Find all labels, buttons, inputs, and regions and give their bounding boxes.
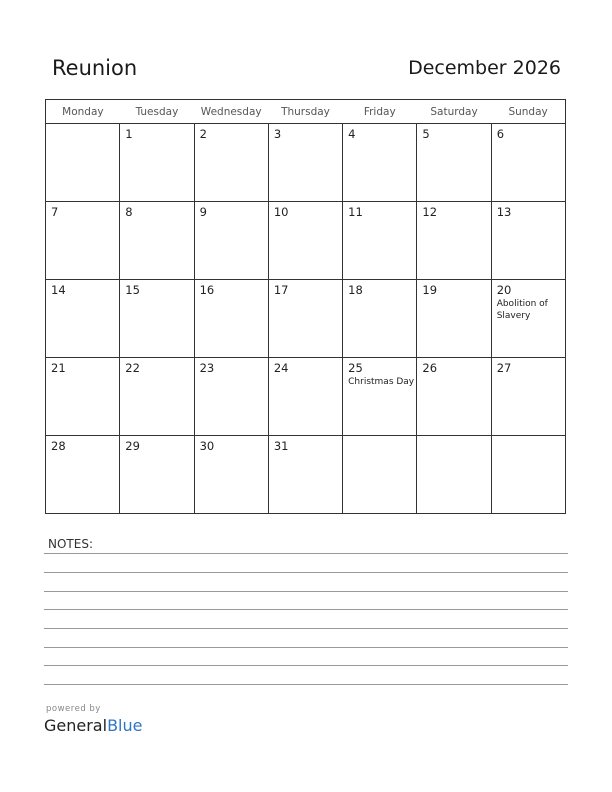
day-number: 8 bbox=[125, 205, 133, 219]
holiday-label: Abolition of Slavery bbox=[496, 299, 548, 321]
day-cell bbox=[194, 280, 268, 358]
day-number: 25 bbox=[348, 361, 363, 375]
day-cell bbox=[268, 358, 342, 436]
day-number: 19 bbox=[422, 283, 438, 297]
note-line bbox=[44, 647, 568, 648]
day-number: 2 bbox=[199, 127, 207, 141]
note-line bbox=[44, 572, 568, 573]
day-number: 15 bbox=[125, 283, 140, 297]
week-row bbox=[46, 358, 566, 436]
weekday-friday: Friday bbox=[343, 100, 417, 124]
day-number: 7 bbox=[51, 205, 59, 219]
day-number: 29 bbox=[125, 439, 140, 453]
day-cell bbox=[194, 124, 268, 202]
week-row bbox=[46, 436, 566, 514]
day-number bbox=[46, 124, 119, 127]
day-number: 13 bbox=[496, 205, 512, 219]
notes-label: NOTES: bbox=[48, 537, 93, 551]
day-number: 5 bbox=[422, 127, 430, 141]
day-number: 12 bbox=[422, 205, 438, 219]
day-cell bbox=[491, 124, 565, 202]
week-row bbox=[46, 202, 566, 280]
day-cell bbox=[343, 202, 417, 280]
weekday-wednesday: Wednesday bbox=[194, 100, 268, 124]
day-cell bbox=[120, 436, 194, 514]
day-cell bbox=[46, 280, 120, 358]
region-title: Reunion bbox=[52, 56, 138, 80]
day-cell bbox=[417, 202, 491, 280]
brand-general: General bbox=[44, 716, 108, 735]
day-cell bbox=[268, 436, 342, 514]
day-number: 30 bbox=[199, 439, 215, 453]
day-cell bbox=[417, 280, 491, 358]
day-number: 28 bbox=[51, 439, 66, 453]
brand-blue: Blue bbox=[107, 716, 143, 735]
day-number: 10 bbox=[273, 205, 289, 219]
day-cell bbox=[343, 280, 417, 358]
day-number bbox=[417, 436, 490, 439]
day-number: 18 bbox=[348, 283, 363, 297]
day-cell bbox=[46, 358, 120, 436]
day-cell bbox=[194, 436, 268, 514]
day-cell bbox=[491, 280, 565, 358]
calendar-grid bbox=[45, 99, 566, 514]
day-cell bbox=[343, 124, 417, 202]
day-cell bbox=[268, 202, 342, 280]
day-cell bbox=[417, 358, 491, 436]
weekday-header-row bbox=[46, 100, 566, 124]
holiday-label: Christmas Day bbox=[348, 377, 415, 387]
day-number: 17 bbox=[273, 283, 289, 297]
day-cell bbox=[120, 124, 194, 202]
day-cell bbox=[46, 124, 120, 202]
weekday-monday: Monday bbox=[46, 100, 120, 124]
day-number: 16 bbox=[199, 283, 215, 297]
day-number bbox=[343, 436, 416, 439]
day-number: 4 bbox=[348, 127, 356, 141]
note-line bbox=[44, 591, 568, 592]
day-number: 20 bbox=[496, 283, 512, 297]
day-cell bbox=[343, 436, 417, 514]
day-number: 21 bbox=[51, 361, 66, 375]
week-row bbox=[46, 124, 566, 202]
day-cell bbox=[491, 358, 565, 436]
day-cell bbox=[194, 358, 268, 436]
day-number: 23 bbox=[199, 361, 215, 375]
day-number: 1 bbox=[125, 127, 133, 141]
day-number: 27 bbox=[496, 361, 512, 375]
note-line bbox=[44, 684, 568, 685]
day-cell bbox=[268, 280, 342, 358]
day-number: 6 bbox=[496, 127, 505, 141]
day-number: 22 bbox=[125, 361, 140, 375]
day-cell bbox=[417, 436, 491, 514]
note-line bbox=[44, 628, 568, 629]
day-cell bbox=[46, 202, 120, 280]
brand-logo bbox=[44, 716, 142, 735]
day-cell bbox=[343, 358, 417, 436]
day-cell bbox=[417, 124, 491, 202]
day-number: 26 bbox=[422, 361, 438, 375]
day-cell bbox=[491, 436, 565, 514]
day-cell bbox=[120, 358, 194, 436]
week-row bbox=[46, 280, 566, 358]
day-number bbox=[492, 436, 565, 439]
day-number: 14 bbox=[51, 283, 66, 297]
day-cell bbox=[120, 202, 194, 280]
weekday-tuesday: Tuesday bbox=[120, 100, 194, 124]
day-cell bbox=[491, 202, 565, 280]
powered-by-text: powered by bbox=[46, 704, 101, 714]
day-cell bbox=[268, 124, 342, 202]
day-cell bbox=[46, 436, 120, 514]
day-number: 24 bbox=[273, 361, 289, 375]
note-line bbox=[44, 553, 568, 554]
note-line bbox=[44, 665, 568, 666]
note-line bbox=[44, 609, 568, 610]
month-year-title: December 2026 bbox=[408, 57, 561, 79]
weekday-sunday: Sunday bbox=[491, 100, 565, 124]
weekday-thursday: Thursday bbox=[268, 100, 342, 124]
day-cell bbox=[120, 280, 194, 358]
day-number: 31 bbox=[273, 439, 289, 453]
day-number: 3 bbox=[273, 127, 282, 141]
day-number: 9 bbox=[199, 205, 207, 219]
day-cell bbox=[194, 202, 268, 280]
day-number: 11 bbox=[348, 205, 363, 219]
weekday-saturday: Saturday bbox=[417, 100, 491, 124]
